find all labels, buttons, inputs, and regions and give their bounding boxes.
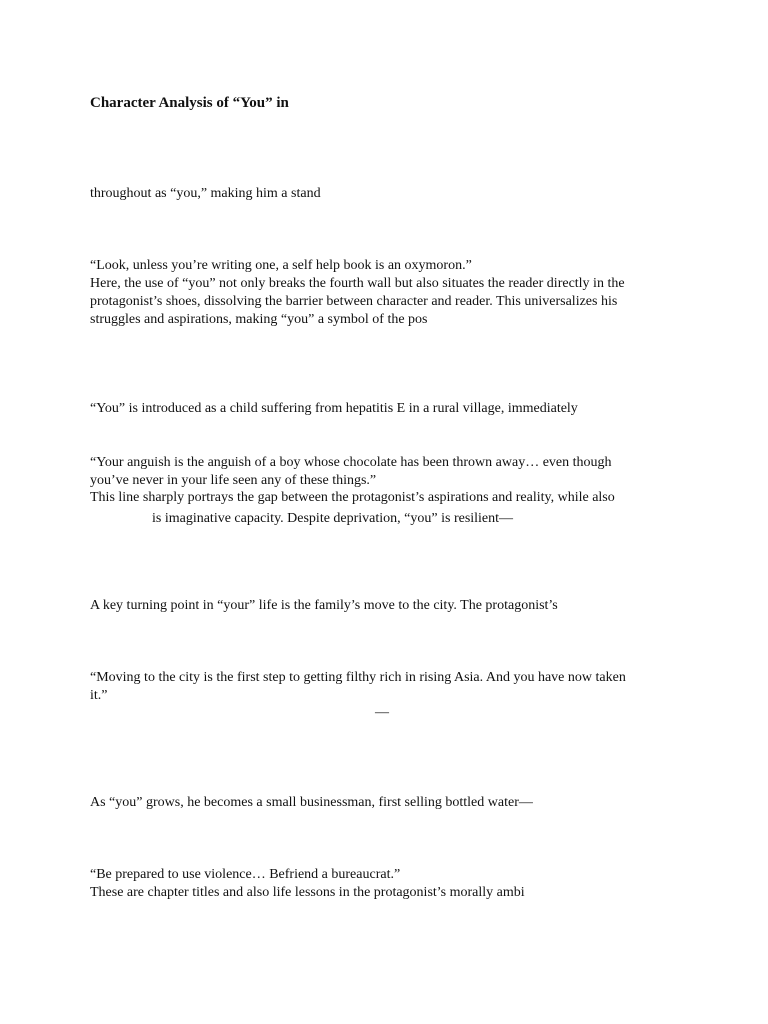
paragraph-line: A key turning point in “your” life is the family’s move to the city. The protagonist’s (90, 598, 558, 613)
quote-line: “Moving to the city is the first step to getting filthy rich in rising Asia. And you have now taken (90, 670, 626, 685)
quote-line: “Your anguish is the anguish of a boy whose chocolate has been thrown away… even though (90, 455, 612, 470)
paragraph-line: These are chapter titles and also life lessons in the protagonist’s morally ambi (90, 885, 525, 900)
paragraph-line: This line sharply portrays the gap between the protagonist’s aspirations and reality, while also (90, 490, 615, 505)
paragraph-line: “You” is introduced as a child suffering from hepatitis E in a rural village, immediately (90, 401, 578, 416)
paragraph-line: struggles and aspirations, making “you” a symbol of the pos (90, 312, 428, 327)
quote-line: “Look, unless you’re writing one, a self help book is an oxymoron.” (90, 258, 472, 273)
quote-line: it.” (90, 688, 108, 703)
paragraph-line: throughout as “you,” making him a stand (90, 186, 321, 201)
paragraph-line: Here, the use of “you” not only breaks the fourth wall but also situates the reader directly in the (90, 276, 625, 291)
quote-line: you’ve never in your life seen any of these things.” (90, 473, 377, 488)
document-title: Character Analysis of “You” in (90, 95, 289, 111)
paragraph-line: protagonist’s shoes, dissolving the barrier between character and reader. This universalizes his (90, 294, 618, 309)
dash-line: — (375, 705, 389, 720)
paragraph-line: As “you” grows, he becomes a small businessman, first selling bottled water— (90, 795, 533, 810)
quote-line: “Be prepared to use violence… Befriend a bureaucrat.” (90, 867, 401, 882)
paragraph-line: is imaginative capacity. Despite deprivation, “you” is resilient— (152, 511, 514, 526)
